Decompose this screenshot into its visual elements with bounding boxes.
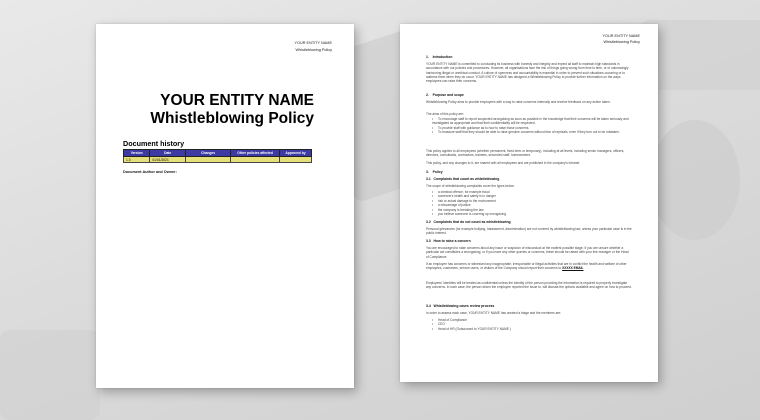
page-header-policy: Whistleblowing Policy [603, 40, 640, 44]
entity-name-title: YOUR ENTITY NAME [160, 92, 314, 109]
paragraph: This policy applies to all employees (whether permanent, fixed-term or temporary), including at all levels, including senior managers, officers, directors, consultants, contractors, trainees, seconded staff, homeworkers. [426, 149, 625, 158]
column-header: Version [124, 150, 150, 157]
table-header-row [124, 150, 312, 157]
section-number: 3.3 [426, 239, 431, 243]
column-header: Other policies affected [231, 150, 280, 157]
background-blur [0, 330, 100, 420]
list-item: • To encourage staff to report suspected wrongdoing as soon as possible in the knowledge that their concerns will be taken seriously and investigated as appropriate and that their confidentiality will be respected. [432, 117, 632, 126]
section-title: How to raise a concern [433, 239, 471, 243]
triage-members-list [432, 318, 632, 331]
section-number: 1. [426, 55, 429, 59]
paragraph: The aims of this policy are: [426, 112, 464, 116]
section-heading [426, 170, 443, 175]
section-number: 3.4 [426, 304, 431, 308]
section-title: Policy [432, 170, 443, 174]
column-header: Changes [186, 150, 231, 157]
list-item: • Head of HR (Outsourced to YOUR ENTITY NAME ) [432, 327, 632, 331]
column-header: Approved by [280, 150, 312, 157]
table-cell: 01/01/2021 [150, 157, 186, 163]
subsection-heading [426, 220, 511, 225]
table-cell: 1.0 [124, 157, 150, 163]
list-item: • someone's health and safety is in danger [432, 194, 632, 198]
table-row [124, 157, 312, 163]
paragraph [426, 262, 632, 271]
table-cell [280, 157, 312, 163]
list-item: • risk or actual damage to the environment [432, 199, 632, 203]
section-title: Purpose and scope [432, 93, 464, 97]
paragraph: The scope of whistleblowing complaints cover the types below: [426, 184, 515, 188]
list-item: • the company is breaking the law [432, 208, 632, 212]
document-author-label: Document Author and Owner: [123, 170, 177, 174]
list-item: • CEO [432, 322, 632, 326]
paragraph: You are encouraged to raise concerns about any issue or suspicion of misconduct at the earliest possible stage. If you are unsure whether a particular act constitutes a wrongdoing, or if you have any other queries or concerns, these should be raised with your line manager or the Head of Compliance. [426, 246, 629, 259]
section-heading [426, 93, 464, 98]
background-blur [640, 20, 760, 90]
column-header: Date [150, 150, 186, 157]
paragraph: In order to assess each case, YOUR ENTITY NAME has created a triage and the members are: [426, 311, 562, 315]
paragraph: YOUR ENTITY NAME is committed to conducting its business with honesty and integrity and expect all staff to maintain high standards in accordance with our policies and procedures. However, all organisations face the risk of things going wrong from time to time, or of unknowingly harbouring illegal or unethical conduct. A culture of openness and accountability is essential in order to prevent such situations occurring or to address them when they do occur. YOUR ENTITY NAME has designed a Whistleblowing Policy to provide further information on the ways employees can raise their concerns. [426, 62, 629, 84]
list-item: • To reassure staff that they should be able to raise genuine concerns without fear of reprisals, even if they turn out to be mistaken. [432, 130, 632, 134]
cover-page [96, 24, 354, 388]
table-cell [231, 157, 280, 163]
subsection-heading [426, 177, 499, 182]
section-number: 3.1 [426, 177, 431, 181]
complaints-list [432, 190, 632, 216]
list-item: • you believe someone is covering up wrongdoing [432, 212, 632, 216]
page-header-policy: Whistleblowing Policy [295, 48, 332, 52]
section-number: 3.2 [426, 220, 431, 224]
email-placeholder: XXXXX EMAIL [562, 266, 584, 271]
paragraph: Employees' identities will be treated as confidential unless the identity of the person providing the information is required to properly investigate any concerns. In such case, the person whom the employee reported the issue to, will discuss the options available and agree on how to proceed. [426, 281, 632, 290]
paragraph: This policy, and any changes to it, are shared with all employees and are published in the company's intranet. [426, 161, 581, 165]
section-number: 2. [426, 93, 429, 97]
section-title: Complaints that do not count as whistleblowing [433, 220, 511, 224]
paragraph-text: If an employee has concerns or witnessed any inappropriate, irresponsible or illegal activities that are in conflict the health and welfare of other employees, customers, service users, or visitors of the Company should report their concerns to [426, 262, 627, 271]
paragraph: Whistleblowing Policy aims to provide employees with a way to raise concerns internally and receive feedback on any action taken. [426, 100, 611, 104]
section-title: Whistleblowing cases review process [433, 304, 495, 308]
section-title: Complaints that count as whistleblowing [433, 177, 500, 181]
content-page [400, 24, 658, 382]
list-item: • To provide staff with guidance as to how to raise those concerns. [432, 126, 632, 130]
list-item: • a criminal offence, for example fraud [432, 190, 632, 194]
document-history-heading: Document history [123, 139, 185, 148]
section-heading [426, 55, 452, 60]
paragraph: Personal grievances (for example bullying, harassment, discrimination) are not covered by whistleblowing law, unless your particular case is in the public interest. [426, 227, 632, 236]
list-item: • Head of Compliance [432, 318, 632, 322]
table-cell [186, 157, 231, 163]
background-blur [650, 120, 740, 240]
list-item: • a miscarriage of justice [432, 203, 632, 207]
section-number: 3. [426, 170, 429, 174]
document-history-table [123, 149, 312, 163]
policy-title: Whistleblowing Policy [150, 110, 314, 127]
page-header-entity: YOUR ENTITY NAME [294, 41, 332, 45]
aims-list [432, 117, 632, 135]
subsection-heading [426, 239, 471, 244]
section-title: Introduction [432, 55, 453, 59]
page-header-entity: YOUR ENTITY NAME [602, 34, 640, 38]
subsection-heading [426, 304, 494, 309]
